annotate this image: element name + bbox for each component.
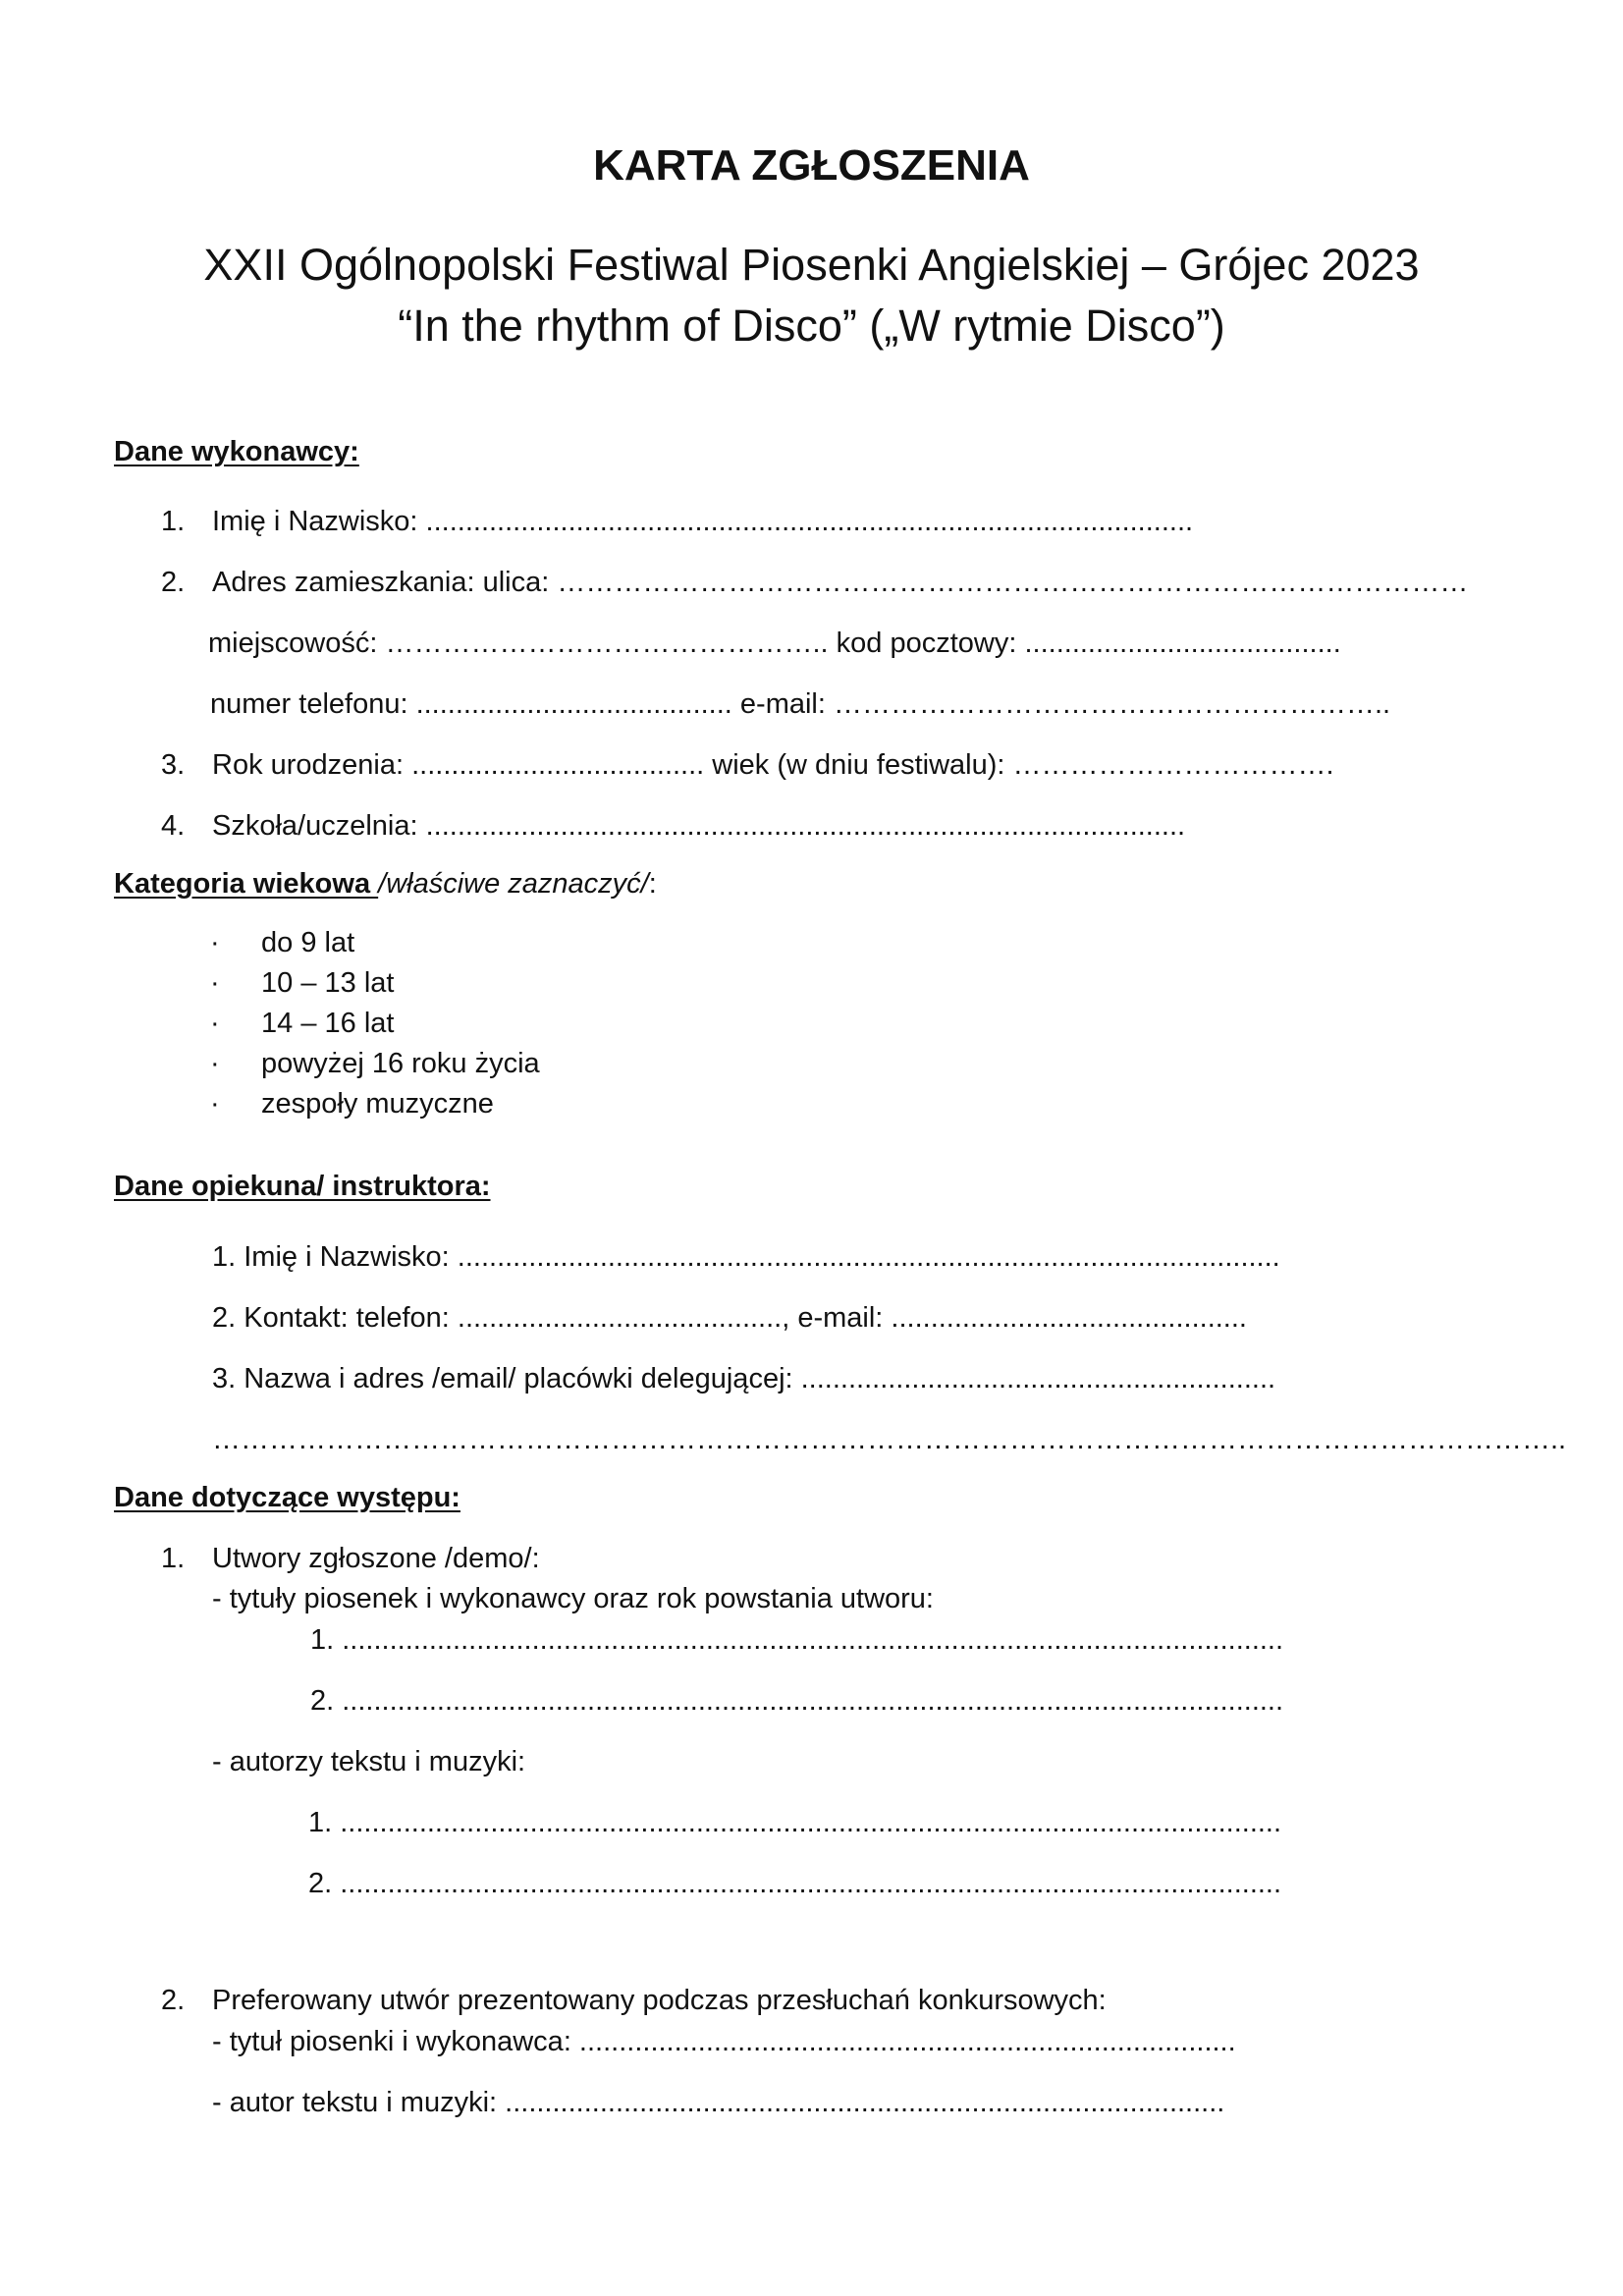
- age-category-heading: [114, 866, 657, 902]
- bullet-icon: ·: [210, 1008, 220, 1039]
- submitted-songs-label: Utwory zgłoszone /demo/:: [212, 1543, 540, 1574]
- festival-theme: “In the rhythm of Disco” („W rytmie Disco”): [398, 301, 1225, 351]
- guardian-name-field: 1. Imię i Nazwisko: ........................................................................................................: [212, 1241, 1280, 1273]
- preferred-song-label: Preferowany utwór prezentowany podczas przesłuchań konkursowych:: [212, 1985, 1107, 2016]
- preferred-song-author-field: - autor tekstu i muzyki: ...........................................................................................: [212, 2087, 1225, 2118]
- performer-school-field: Szkoła/uczelnia: ................................................................................................: [212, 810, 1186, 842]
- age-category-option: powyżej 16 roku życia: [261, 1048, 540, 1079]
- performance-item-number: 1.: [161, 1543, 186, 1574]
- age-category-label: Kategoria wiekowa: [114, 868, 379, 900]
- performer-item-number: 1.: [161, 506, 186, 537]
- song-titles-label: - tytuły piosenek i wykonawcy oraz rok powstania utworu:: [212, 1583, 934, 1614]
- guardian-institution-field: 3. Nazwa i adres /email/ placówki delegującej: ............................................................: [212, 1363, 1276, 1394]
- bullet-icon: ·: [210, 1048, 220, 1079]
- song-author-field: 2. .......................................................................................................................: [308, 1868, 1282, 1899]
- performer-heading: Dane wykonawcy:: [114, 436, 359, 467]
- bullet-icon: ·: [210, 967, 220, 999]
- performer-phone-email-field: numer telefonu: ........................................ e-mail: …………………………………………………..: [210, 688, 1391, 720]
- performer-street-field: Adres zamieszkania: ulica: ……………………………………………………………………………………: [212, 567, 1469, 598]
- performer-birth-age-field: Rok urodzenia: ..................................... wiek (w dniu festiwalu): …………………………….: [212, 749, 1334, 781]
- age-category-note: /właściwe zaznaczyć/: [378, 868, 649, 900]
- guardian-contact-field: 2. Kontakt: telefon: ........................................., e-mail: .............................................: [212, 1302, 1247, 1334]
- guardian-heading: Dane opiekuna/ instruktora:: [114, 1171, 491, 1202]
- performer-item-number: 4.: [161, 810, 186, 842]
- performer-item-number: 2.: [161, 567, 186, 598]
- performer-city-postcode-field: miejscowość: ……………………………………….. kod pocztowy: ........................................: [208, 628, 1341, 659]
- performer-item-number: 3.: [161, 749, 186, 781]
- song-title-field: 1. .......................................................................................................................: [310, 1624, 1284, 1656]
- song-title-field: 2. .......................................................................................................................: [310, 1685, 1284, 1717]
- age-category-option: do 9 lat: [261, 927, 355, 958]
- performer-name-field: Imię i Nazwisko: .................................................................................................: [212, 506, 1194, 537]
- song-author-field: 1. .......................................................................................................................: [308, 1807, 1282, 1838]
- performance-item-number: 2.: [161, 1985, 186, 2016]
- age-category-option: 10 – 13 lat: [261, 967, 395, 999]
- age-category-option: 14 – 16 lat: [261, 1008, 395, 1039]
- preferred-song-title-field: - tytuł piosenki i wykonawca: ...................................................................................: [212, 2026, 1236, 2057]
- song-authors-label: - autorzy tekstu i muzyki:: [212, 1746, 526, 1777]
- bullet-icon: ·: [210, 927, 220, 958]
- age-category-option: zespoły muzyczne: [261, 1088, 494, 1120]
- performance-heading: Dane dotyczące występu:: [114, 1482, 460, 1513]
- guardian-institution-continued: ……………………………………………………………………………………………………………………………..: [212, 1424, 1567, 1455]
- bullet-icon: ·: [210, 1088, 220, 1120]
- festival-name: XXII Ogólnopolski Festiwal Piosenki Angielskiej – Grójec 2023: [203, 240, 1420, 290]
- form-title: KARTA ZGŁOSZENIA: [593, 141, 1030, 190]
- age-category-colon: :: [648, 868, 657, 900]
